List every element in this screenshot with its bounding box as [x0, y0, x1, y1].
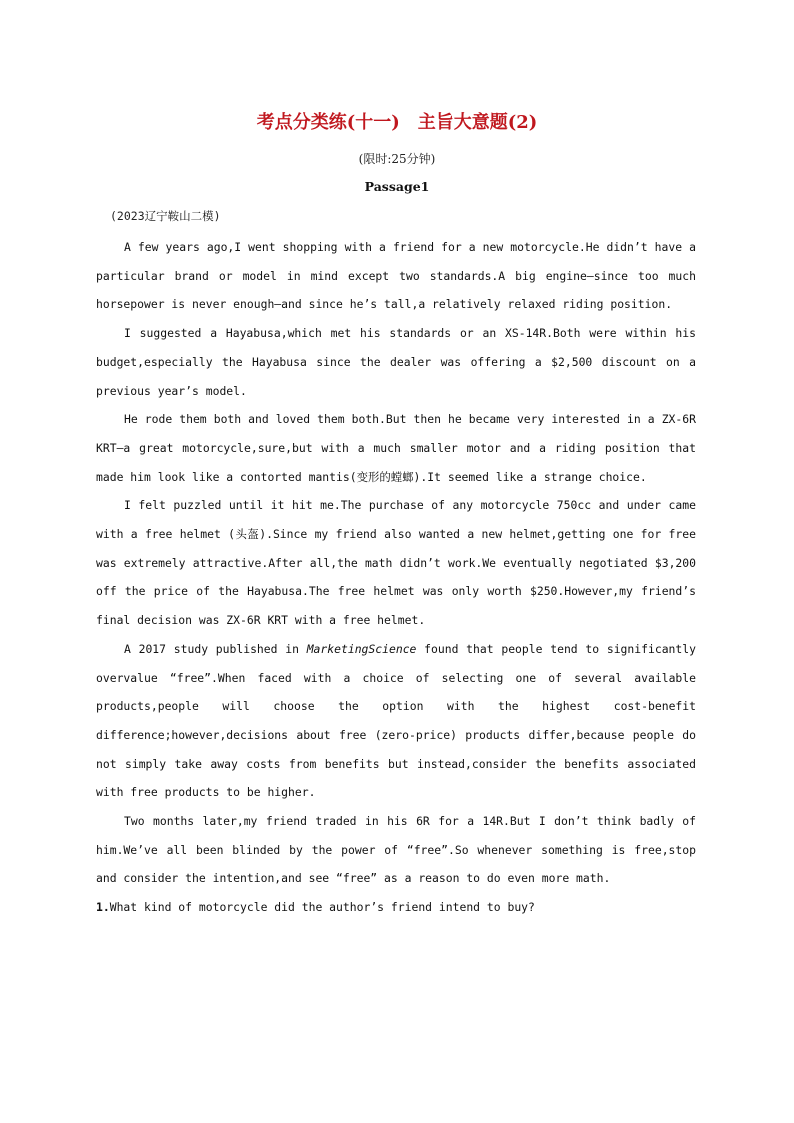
- paragraph-5: [96, 635, 696, 807]
- question-text: What kind of motorcycle did the author’s friend intend to buy?: [109, 900, 535, 915]
- paragraph-2: I suggested a Hayabusa,which met his standards or an XS-14R.Both were within his budget,especially the Hayabusa since the dealer was offering a $2,500 discount on a previous year’s model.: [96, 326, 696, 398]
- paragraph-6: Two months later,my friend traded in his 6R for a 14R.But I don’t think badly of him.We’ve all been blinded by the power of “free”.So whenever something is free,stop and consider the intention,and see “free” as a reason to do even more math.: [96, 814, 696, 886]
- question-number: 1.: [96, 900, 110, 915]
- passage-source: (2023辽宁鞍山二模): [110, 209, 221, 223]
- page-title: 考点分类练(十一) 主旨大意题(2): [256, 112, 538, 133]
- paragraph-3: He rode them both and loved them both.But then he became very interested in a ZX-6R KRT—a great motorcycle,sure,but with a much smaller motor and a riding position that made him look like a contorted mantis(变形的螳螂).It seemed like a strange choice.: [96, 412, 696, 484]
- passage-label: Passage1: [364, 179, 430, 194]
- paragraph-5-lead: A 2017 study published in: [124, 641, 307, 656]
- paragraph-1: A few years ago,I went shopping with a friend for a new motorcycle.He didn’t have a particular brand or model in mind except two standards.A big engine—since too much horsepower is never enough—and since he’s tall,a relatively relaxed riding position.: [96, 240, 696, 312]
- journal-name: MarketingScience: [306, 641, 417, 656]
- passage-body: [96, 233, 696, 922]
- paragraph-4: I felt puzzled until it hit me.The purchase of any motorcycle 750cc and under came with a free helmet (头盔).Since my friend also wanted a new helmet,getting one for free was extremely attractive.After all,the math didn’t work.We eventually negotiated $3,200 off the price of the Hayabusa.The free helmet was only worth $250.However,my friend’s final decision was ZX-6R KRT with a free helmet.: [96, 498, 696, 628]
- paragraph-5-rest: found that people tend to significantly overvalue “free”.When faced with a choice of selecting one of several available products,people will choose the option with the highest cost-benefit difference;however,decisions about free (zero-price) products differ,because people do not simply take away costs from benefits but instead,consider the benefits associated with free products to be higher.: [96, 641, 696, 800]
- question-1: [96, 893, 696, 922]
- time-limit: (限时:25分钟): [358, 152, 436, 166]
